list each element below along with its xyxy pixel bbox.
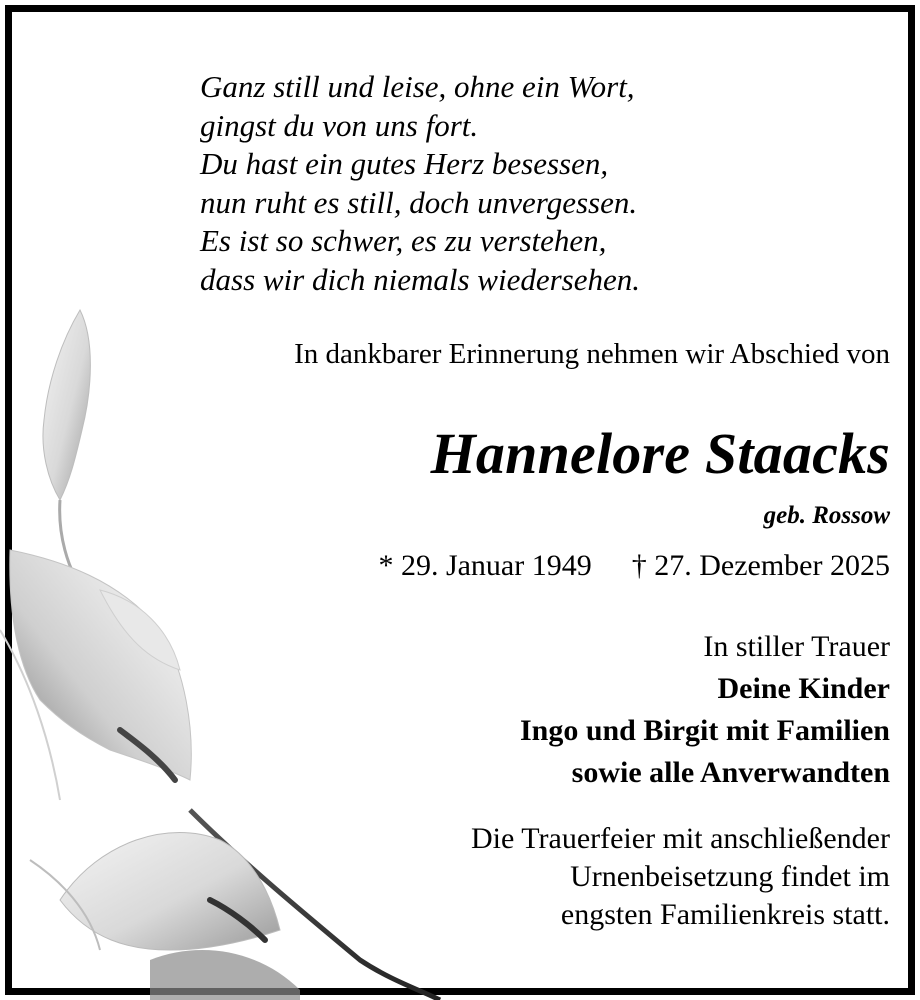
poem-line: Ganz still und leise, ohne ein Wort, bbox=[200, 69, 635, 104]
poem-line: gingst du von uns fort. bbox=[200, 107, 479, 143]
service-line: Die Trauerfeier mit anschließender bbox=[470, 822, 890, 855]
poem-line: dass wir dich niemals wiedersehen. bbox=[200, 261, 640, 297]
birth-date: * 29. Januar 1949 bbox=[378, 549, 592, 582]
mourners-intro: In stiller Trauer bbox=[703, 630, 890, 663]
mourner-line: sowie alle Anverwandten bbox=[571, 756, 890, 789]
calla-lily-icon bbox=[0, 300, 470, 1000]
service-notice bbox=[471, 820, 890, 934]
birth-name: geb. Rossow bbox=[763, 502, 890, 529]
mourner-line: Deine Kinder bbox=[717, 672, 890, 705]
deceased-name: Hannelore Staacks bbox=[430, 421, 890, 486]
poem-line: nun ruht es still, doch unvergessen. bbox=[200, 184, 638, 220]
poem bbox=[200, 68, 760, 299]
service-line: engsten Familienkreis statt. bbox=[560, 898, 890, 931]
farewell-intro: In dankbarer Erinnerung nehmen wir Abschied von bbox=[294, 338, 890, 370]
death-date: † 27. Dezember 2025 bbox=[631, 549, 890, 582]
poem-line: Du hast ein gutes Herz besessen, bbox=[200, 146, 609, 181]
mourner-line: Ingo und Birgit mit Familien bbox=[519, 714, 890, 747]
mourners-block bbox=[520, 626, 890, 794]
poem-line: Es ist so schwer, es zu verstehen, bbox=[200, 223, 607, 258]
life-dates bbox=[378, 549, 890, 583]
service-line: Urnenbeisetzung findet im bbox=[570, 860, 890, 893]
